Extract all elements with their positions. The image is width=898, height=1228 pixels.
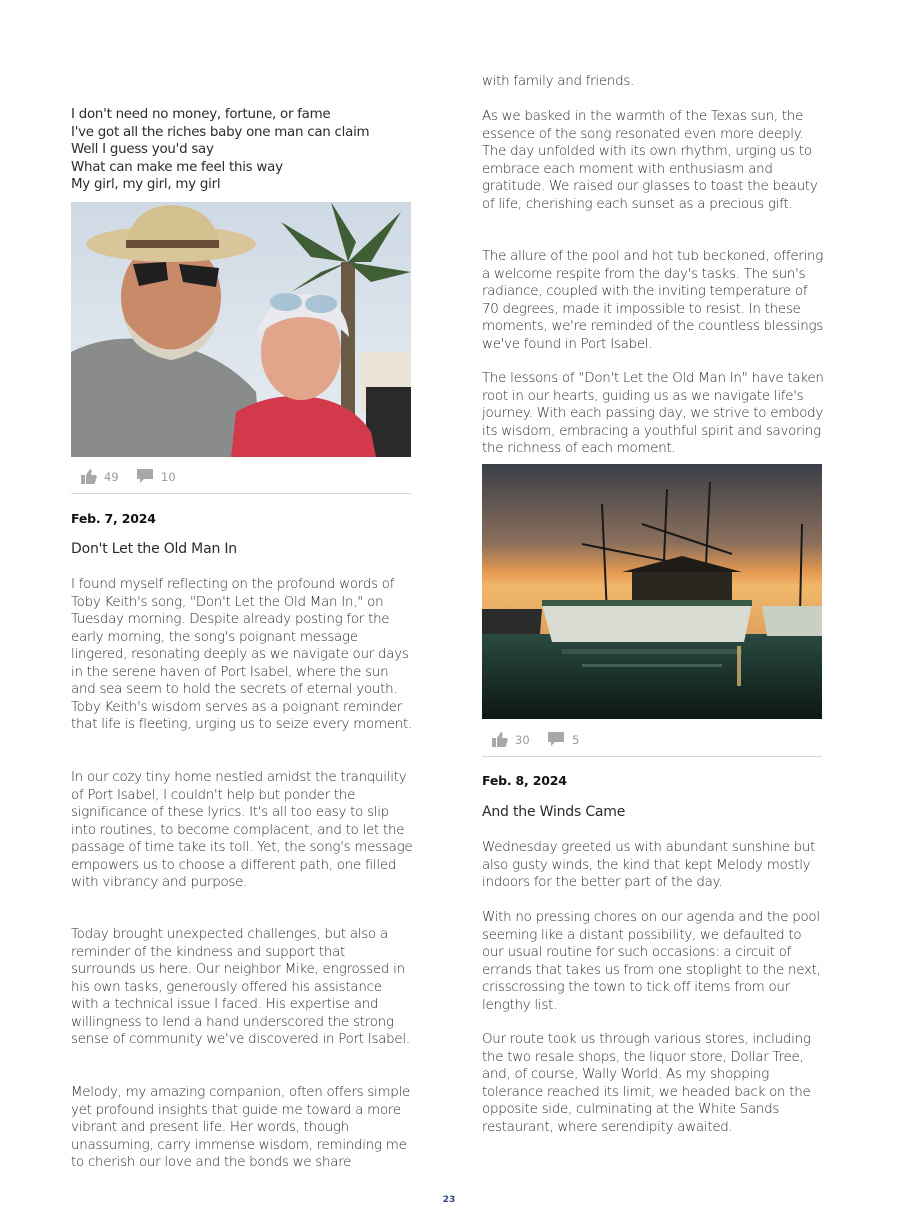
lyric-line: What can make me feel this way [71, 159, 283, 175]
likes-count: 30 [515, 733, 530, 747]
post-paragraph: with family and friends. [482, 74, 635, 89]
selfie-photo [71, 202, 411, 457]
comment-icon[interactable] [548, 732, 564, 747]
lyric-line: Well I guess you'd say [71, 142, 214, 157]
post-paragraph: Melody, my amazing companion, often offers simple yet profound insights that guide me toward a more vibrant and present life. Her words, though unassuming, carry immense wisdom, reminding me to cherish our love and the bonds we share [71, 1085, 411, 1170]
post-paragraph: Our route took us through various stores, including the two resale shops, the liquor store, Dollar Tree, and, of course, Wally World. As my shopping tolerance reached its limit, we headed back on the opposite side, culminating at the White Sands restaurant, where serendipity awaited. [482, 1032, 811, 1135]
lyric-line: I don't need no money, fortune, or fame [71, 107, 331, 122]
comments-count: 10 [161, 470, 176, 484]
thumbs-up-icon[interactable] [492, 732, 508, 747]
post-title: And the Winds Came [482, 804, 626, 820]
lyric-line: My girl, my girl, my girl [71, 177, 221, 192]
post-paragraph: As we basked in the warmth of the Texas sun, the essence of the song resonated even more deeply. The day unfolded with its own rhythm, urging us to embrace each moment with enthusiasm and gratitude. We raised our glasses to toast the beauty of life, cherishing each sunset as a precious gift. [482, 109, 818, 212]
post-date: Feb. 8, 2024 [482, 773, 567, 788]
post-paragraph: The lessons of "Don't Let the Old Man In" have taken root in our hearts, guiding us as we navigate life's journey. With each passing day, we strive to embody its wisdom, embracing a youthful spirit and savoring the richness of each moment. [482, 371, 824, 456]
likes-count: 49 [104, 470, 119, 484]
lyric-line: I've got all the riches baby one man can claim [71, 124, 370, 140]
post-paragraph: The allure of the pool and hot tub beckoned, offering a welcome respite from the day's tasks. The sun's radiance, coupled with the inviting temperature of 70 degrees, made it impossible to resist. In these moments, we're reminded of the countless blessings we've found in Port Isabel. [482, 249, 824, 352]
post-title: Don't Let the Old Man In [71, 541, 237, 557]
post-social-bar [71, 463, 411, 494]
comment-icon[interactable] [137, 469, 153, 484]
page-number: 23 [442, 1195, 456, 1205]
post-paragraph: In our cozy tiny home nestled amidst the tranquility of Port Isabel, I couldn't help but ponder the significance of these lyrics. It's all too easy to slip into routines, to become complacent, and to let the passage of time take its toll. Yet, the song's message empowers us to choose a different path, one filled with vibrancy and purpose. [71, 770, 413, 890]
post-date: Feb. 7, 2024 [71, 511, 156, 526]
harbor-sunset-photo [482, 464, 822, 719]
post-paragraph: Wednesday greeted us with abundant sunshine but also gusty winds, the kind that kept Melody mostly indoors for the better part of the day. [482, 840, 816, 890]
post-paragraph: Today brought unexpected challenges, but also a reminder of the kindness and support that surrounds us here. Our neighbor Mike, engrossed in his own tasks, generously offered his assistance with a technical issue I faced. His expertise and willingness to lend a hand underscored the strong sense of community we've discovered in Port Isabel. [71, 927, 410, 1047]
thumbs-up-icon[interactable] [81, 469, 97, 484]
song-lyrics [71, 106, 413, 194]
comments-count: 5 [572, 733, 580, 747]
post-paragraph: I found myself reflecting on the profound words of Toby Keith's song, "Don't Let the Old Man In," on Tuesday morning. Despite already posting for the early morning, the song's poignant message lingered, resonating deeply as we navigate our days in the serene haven of Port Isabel, where the sun and sea seem to hold the secrets of eternal youth. Toby Keith's wisdom serves as a poignant reminder that life is fleeting, urging us to seize every moment. [71, 577, 412, 732]
post-paragraph: With no pressing chores on our agenda and the pool seeming like a distant possibility, we defaulted to our usual routine for such occasions: a circuit of errands that takes us from one stoplight to the next, crisscrossing the town to tick off items from our lengthy list. [482, 910, 821, 1013]
post-social-bar [482, 726, 822, 757]
